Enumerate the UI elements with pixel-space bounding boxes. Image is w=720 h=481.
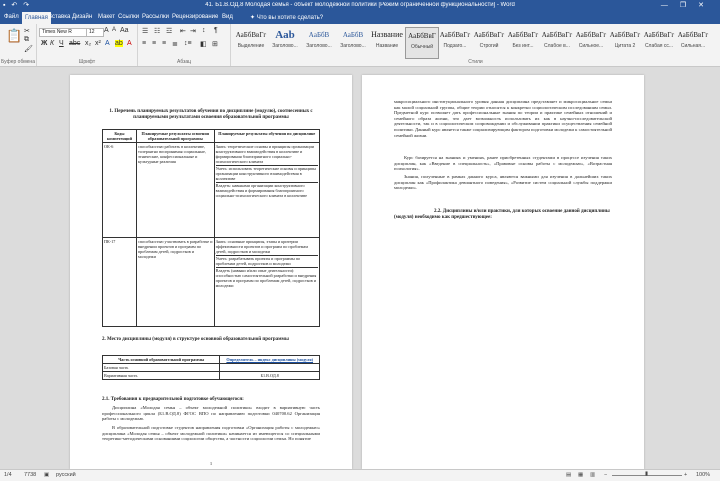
italic-icon[interactable]: К <box>50 40 55 47</box>
competencies-table <box>102 129 320 327</box>
quick-access-toolbar[interactable]: ▪ ↶ ↷ <box>3 2 32 9</box>
paragraph: макросоциального институционального уровня данная дисциплина представляет и микросоциальное семьи как малой социальной группы, общие теории относятся к конкретно социологическим исследованиям семьи. Предметной курс позволяет дать профессиональные знания по теории и практике семейных отношений и семейного образа жизни, что дает возможность использовать их как в научно-исследовательской деятельности, так и в социологическом сопровождении и обслуживании практики осуществления семейной политики. Данный курс является также социализирующим фактором подготовки молодежи к самостоятельной семейной жизни. <box>394 99 612 138</box>
zoom-level[interactable]: 100% <box>696 472 711 478</box>
page-counter[interactable]: 1/4 <box>4 472 12 478</box>
style-name: Выделение <box>237 43 265 49</box>
competency-learning <box>214 238 319 327</box>
page-number: 1 <box>209 461 213 466</box>
font-group-label: Шрифт <box>78 59 96 65</box>
paragraph: В образовательной подготовке студентов направления подготовки «Организация работы с молодежью» дисциплина «Молодая семья – объект молодежной политики» начинается из имеющегося со специальными теоретико-методическими основаниями социологии общества, а частности социологии семьи. Но понятие <box>102 425 320 442</box>
text-effects-icon[interactable]: A <box>105 40 110 47</box>
learning-can: Уметь: использовать теоретические основы и принципы организации конструктивного взаимодействия в коллективе <box>216 165 318 181</box>
table-header-program-result: Планируемые результаты освоения образовательной программы <box>136 130 214 143</box>
heading-program-place: 2. Место дисциплины (модуля) в структуре основной образовательной программы <box>102 337 289 342</box>
style-item[interactable] <box>541 27 573 57</box>
style-sample: АаБбВвГ <box>408 32 436 40</box>
font-size-select[interactable]: 12 <box>86 28 104 37</box>
minimize-button[interactable]: — <box>660 2 680 9</box>
multilevel-list-icon[interactable]: ☲ <box>166 28 173 35</box>
paragraph-group <box>138 24 231 66</box>
tab-insert[interactable]: Вставка <box>48 14 71 20</box>
heading-dependent-courses: 2.2. Дисциплины и/или практики, для которых освоение данной дисциплины (модуля) необходимо как предшествующее: <box>394 209 610 220</box>
tab-design[interactable]: Дизайн <box>72 14 93 20</box>
style-sample: Название <box>371 30 403 39</box>
grow-font-icon[interactable]: A <box>104 27 109 34</box>
style-name: Обычный <box>410 44 434 50</box>
style-sample: АаБбВвГг <box>473 31 505 39</box>
zoom-thumb[interactable]: ▮ <box>645 471 649 477</box>
table-header-code: Коды компетенций <box>103 130 137 143</box>
page-2[interactable] <box>362 75 644 469</box>
competency-result: способностью участвовать в разработке и внедрении проектов и программ по проблемам детей, подростков и молодежи <box>136 238 214 327</box>
tab-file[interactable]: Файл <box>4 14 19 20</box>
style-name: Название <box>375 43 399 49</box>
style-item[interactable] <box>677 27 709 57</box>
numbering-icon[interactable]: ☷ <box>154 28 161 35</box>
table-header-learning-result: Планируемые результаты обучения по дисциплине <box>214 130 319 143</box>
window-title: 41. Б1.В.ОД.8 Молодая семья - объект молодежной политики [Режим ограниченной функциональности] - Word <box>205 2 515 8</box>
clipboard-group-label: Буфер обмена <box>1 59 35 65</box>
style-name: Сильное... <box>578 43 604 49</box>
document-area[interactable] <box>0 67 720 469</box>
borders-icon[interactable]: ⊞ <box>212 41 218 48</box>
maximize-button[interactable]: ❐ <box>679 2 699 9</box>
table2-header-index: Определитель – индекс дисциплины (модуля) <box>220 356 320 364</box>
competency-code: ОК-6 <box>103 143 137 238</box>
style-sample: АаБбВвГг <box>677 31 709 39</box>
table2-cell <box>220 364 320 372</box>
page-1[interactable] <box>70 75 352 469</box>
style-sample: АаБбВвГг <box>541 31 573 39</box>
style-name: Заголово... <box>340 43 366 49</box>
align-right-icon[interactable]: ≡ <box>162 40 167 47</box>
ribbon <box>0 24 720 67</box>
tab-view[interactable]: Вид <box>222 14 233 20</box>
style-name: Подзаго... <box>443 43 467 49</box>
copy-icon[interactable]: ⧉ <box>24 36 29 43</box>
table2-cell: Базовая часть <box>103 364 220 372</box>
heading-competencies: 1. Перечень планируемых результатов обучения по дисциплине (модулю), соотнесенных с планируемыми результатами освоения образовательной программы <box>109 109 313 120</box>
style-sample: АаБбВ <box>342 31 364 39</box>
clipboard-group <box>0 24 37 66</box>
read-mode-icon[interactable]: ▤ <box>566 472 572 478</box>
style-item[interactable] <box>507 27 539 57</box>
increase-indent-icon[interactable]: ⇥ <box>190 28 196 35</box>
style-sample: АаБбВвГг <box>439 31 471 39</box>
format-painter-icon[interactable]: 🖌 <box>24 46 33 53</box>
shrink-font-icon[interactable]: A <box>112 27 117 33</box>
window-controls[interactable] <box>661 1 716 9</box>
paragraph-group-label: Абзац <box>176 59 192 65</box>
style-item[interactable] <box>609 27 641 57</box>
style-name: Цитата 2 <box>614 43 636 49</box>
underline-icon[interactable]: Ч <box>59 40 64 47</box>
sort-icon[interactable]: ↕ <box>202 27 206 34</box>
tab-review[interactable]: Рецензирование <box>172 14 219 20</box>
paragraph: Дисциплина «Молодая семья – объект молодежной политики» входит в вариативную часть профессионального цикла (Б1.В.ОД.8) ФГОС ВПО по направлению подготовки 040700.62 Организация работы с молодежью. <box>102 405 320 422</box>
competency-result: способностью работать в коллективе, толерантно воспринимая социальные, этнические, конфессиональные и культурные различия <box>136 143 214 238</box>
tell-me-box[interactable] <box>250 14 323 21</box>
style-item[interactable] <box>473 27 505 57</box>
learning-can: Уметь: разрабатывать проекты и программы по проблемам детей, подростков и молодежи <box>216 255 318 266</box>
style-name: Без инт... <box>512 43 534 49</box>
table2-cell: Вариативная часть <box>103 372 220 380</box>
style-item[interactable] <box>303 27 335 57</box>
program-place-table <box>102 355 320 380</box>
highlight-icon[interactable]: ab <box>115 40 123 47</box>
style-name: Заголово... <box>306 43 332 49</box>
style-sample: АаБбВвГг <box>507 31 539 39</box>
web-layout-icon[interactable]: ▥ <box>590 472 596 478</box>
style-item[interactable] <box>643 27 675 57</box>
cut-icon[interactable]: ✂ <box>24 28 30 35</box>
bullets-icon[interactable]: ☰ <box>142 28 149 35</box>
word-count[interactable]: 7738 <box>24 472 37 478</box>
tell-me-text: Что вы хотите сделать? <box>256 15 324 21</box>
table2-cell: Б1.В.ОД.8 <box>220 372 320 380</box>
tab-references[interactable]: Ссылки <box>118 14 140 20</box>
competency-code: ПК-17 <box>103 238 137 327</box>
superscript-icon[interactable]: x² <box>95 40 101 47</box>
lightbulb-icon: ✦ <box>250 15 257 21</box>
tab-layout[interactable]: Макет <box>98 14 115 20</box>
style-sample: AaБбВ <box>308 31 330 39</box>
status-bar <box>0 469 720 481</box>
title-bar <box>0 0 720 12</box>
learning-know: Знать: теоретические основы и принципы организации конструктивного взаимодействия в коллективе и формирования благоприятного социально-психологического климата <box>215 144 314 164</box>
table-row <box>103 143 320 238</box>
tab-mailings[interactable]: Рассылки <box>142 14 169 20</box>
shading-icon[interactable]: ◧ <box>200 41 207 48</box>
style-name: Сильная... <box>680 43 706 49</box>
table-row <box>103 238 320 327</box>
style-item[interactable] <box>439 27 471 57</box>
style-sample: АаБбВвГг <box>575 31 607 39</box>
subscript-icon[interactable]: x₂ <box>85 40 92 47</box>
heading-prerequisites: 2.1. Требования к предварительной подготовке обучающегося: <box>102 397 244 402</box>
table2-header-part: Часть основной образовательной программы <box>103 356 220 364</box>
learning-master: Владеть: навыками организации конструктивного взаимодействия и формирования благоприятного социально-психологического климата в коллективе <box>216 182 318 198</box>
style-item[interactable] <box>269 27 301 57</box>
learning-know: Знать: основные принципы, этапы и критерии эффективности проектов и программ по проблемам детей, подростков и молодежи <box>215 239 308 254</box>
style-name: Слабая сс... <box>644 43 674 49</box>
style-sample: Aab <box>275 29 295 41</box>
align-center-icon[interactable]: ≡ <box>152 40 157 47</box>
learning-master: Владеть (навыки и/или опыт деятельности): способностью самостоятельной разработки и внедрения проектов и программ по проблемам детей, подростков и молодежи <box>215 268 317 288</box>
paste-icon[interactable]: 📋 <box>6 28 23 43</box>
language-indicator[interactable]: русский <box>56 472 76 478</box>
change-case-icon[interactable]: Aa <box>120 27 129 34</box>
justify-icon[interactable]: ≣ <box>172 41 178 48</box>
close-button[interactable]: ✕ <box>698 2 716 9</box>
table-row <box>103 372 320 380</box>
zoom-in-icon[interactable]: + <box>684 472 688 478</box>
style-name: Заголово... <box>272 43 298 49</box>
decrease-indent-icon[interactable]: ⇤ <box>180 28 186 35</box>
style-item[interactable] <box>337 27 369 57</box>
ribbon-tabs <box>0 12 720 24</box>
strikethrough-icon[interactable]: abc <box>69 40 81 47</box>
align-left-icon[interactable]: ≡ <box>142 40 147 47</box>
style-item[interactable] <box>575 27 607 57</box>
tab-home[interactable]: Главная <box>22 12 51 24</box>
styles-group <box>231 24 720 66</box>
style-name: Слабое в... <box>544 43 570 49</box>
style-sample: АаБбВвГг <box>235 31 267 39</box>
show-marks-icon[interactable]: ¶ <box>214 27 218 34</box>
font-name-select[interactable]: Times New R <box>39 28 87 37</box>
paragraph: Знания, полученные в рамках данного курса, являются важными для изучения в дальнейших таких дисциплин как «Профилактика девиантного поведения», «Развитие систем социальной службы поддержки молодежи». <box>394 174 612 191</box>
style-item[interactable] <box>405 27 439 59</box>
font-group <box>37 24 138 66</box>
style-name: Строгий <box>479 43 499 49</box>
print-layout-icon[interactable]: ▦ <box>578 472 584 478</box>
style-item[interactable] <box>371 27 403 57</box>
style-item[interactable] <box>235 27 267 57</box>
bold-icon[interactable]: Ж <box>41 40 48 47</box>
table-row <box>103 364 320 372</box>
proofing-icon[interactable]: ▣ <box>44 472 50 478</box>
font-color-icon[interactable]: A <box>127 40 132 47</box>
competency-learning <box>214 143 319 238</box>
line-spacing-icon[interactable]: ↕≡ <box>184 40 192 47</box>
styles-group-label: Стили <box>468 59 483 65</box>
paragraph: Курс базируется на знаниях и умениях, ранее приобретенных студентами в процессе изучения таких дисциплин, как «Введение в специальность», «Правовые основы работы с молодежью», «Возрастная психология». <box>394 155 612 172</box>
style-sample: АаБбВвГг <box>609 31 641 39</box>
zoom-out-icon[interactable]: − <box>604 472 608 478</box>
style-sample: АаБбВвГг <box>643 31 675 39</box>
